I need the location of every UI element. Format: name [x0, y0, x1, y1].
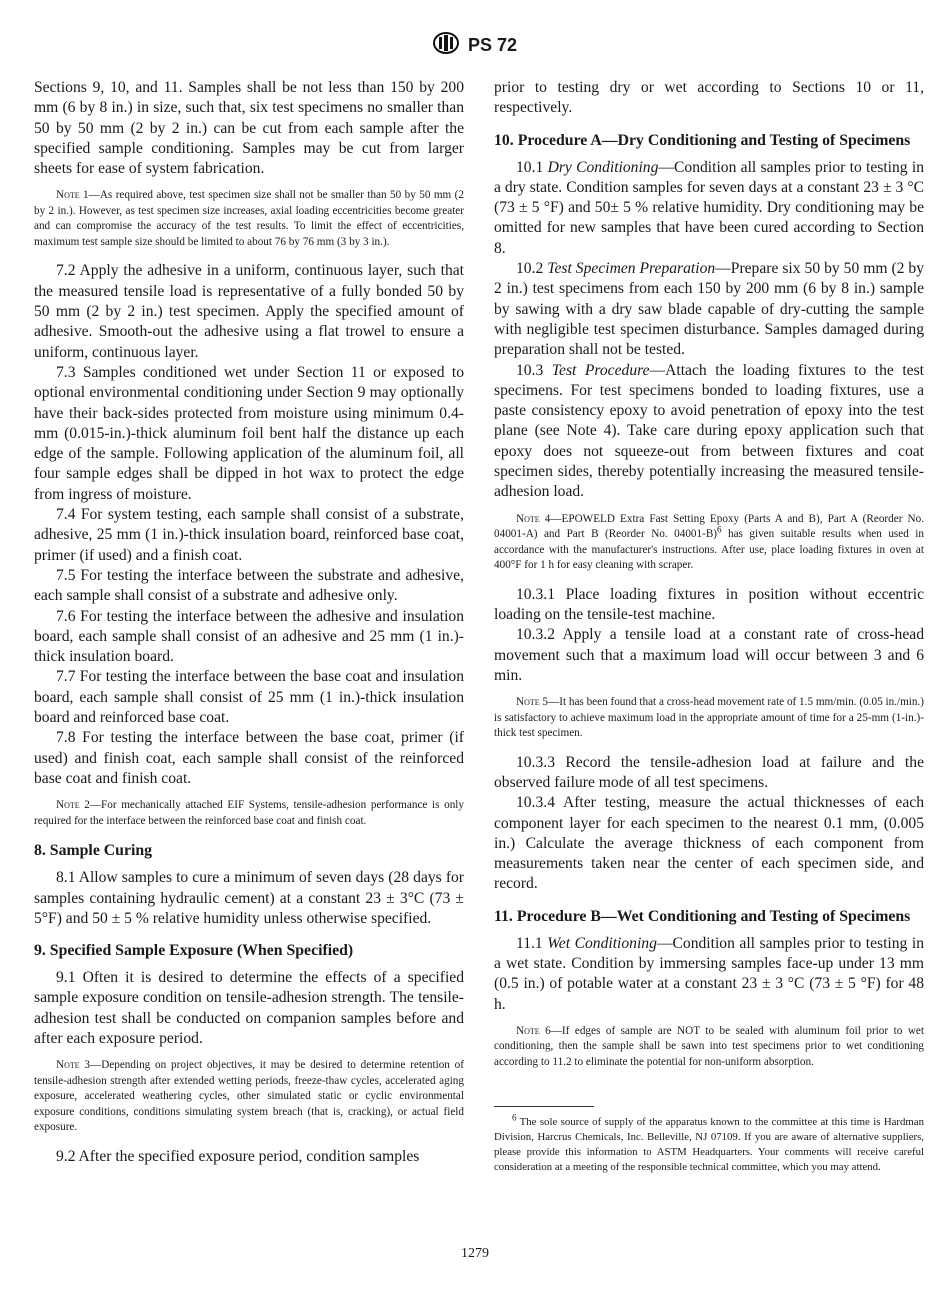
paragraph-7-4: 7.4 For system testing, each sample shall consist of a substrate, adhesive, 25 mm (1 in.)-thick insulation board, reinforced base coat, primer (if used) and a finish coat. — [34, 506, 464, 564]
paragraph-10-3-1: 10.3.1 Place loading fixtures in position without eccentric loading on the tensile-test machine. — [494, 585, 924, 623]
note-text: —If edges of sample are NOT to be sealed with aluminum foil prior to wet conditioning, then the sample shall be sawn into test specimens prior to wet conditioning according to 11.2 to eliminate the potential for non-uniform absorption. — [494, 1024, 924, 1068]
paragraph-10-2 — [494, 259, 924, 360]
paragraph-7-5: 7.5 For testing the interface between the substrate and adhesive, each sample shall consist of a substrate and adhesive only. — [34, 566, 464, 605]
left-column — [34, 78, 464, 1167]
note-5 — [494, 695, 924, 742]
clause-title: Test Specimen Preparation — [547, 260, 716, 278]
note-label: Note 4 — [516, 512, 551, 525]
note-label: Note 5 — [516, 696, 549, 709]
note-text: —Depending on project objectives, it may be desired to determine retention of tensile-adhesion strength after extended wetting periods, freeze-thaw cycles, accelerated aging exposure, accelerated weathering cycles, other simulated static or cyclic environmental exposure conditions, conditions simulating system breach (that is, cracking), or actual field exposure. — [34, 1059, 464, 1134]
paragraph-7-6: 7.6 For testing the interface between the adhesive and insulation board, each sample shall consist of an adhesive and 25 mm (1 in.)-thick insulation board. — [34, 607, 464, 666]
note-text: has given suitable results when used in accordance with the manufacturer's instructions. After use, place loading fixtures in oven at 400°F for 1 h for easy cleaning with scraper. — [494, 528, 924, 572]
page-header — [0, 32, 950, 59]
footnote-marker: 6 — [512, 1112, 517, 1123]
note-1 — [34, 188, 464, 250]
section-heading-9: 9. Specified Sample Exposure (When Specified) — [34, 942, 354, 960]
clause-number: 11.1 — [516, 934, 548, 952]
note-label: Note 3 — [56, 1059, 90, 1072]
clause-text: —Condition all samples prior to testing in a dry state. Condition samples for seven days at a constant 23 ± 3 °C (73 ± 5 °F) and 50± 5 % relative humidity. Dry conditioning may be omitted for new samples that have been cured according to Section 8. — [494, 158, 924, 257]
paragraph-7-8: 7.8 For testing the interface between the base coat, primer (if used) and finish coat, each sample shall consist of the reinforced base coat and finish coat. — [34, 729, 464, 787]
clause-number: 10.3 — [516, 361, 552, 379]
note-label: Note 2 — [56, 799, 90, 812]
paragraph-11-1 — [494, 934, 924, 1015]
clause-title: Wet Conditioning — [547, 934, 657, 952]
note-4 — [494, 512, 924, 574]
footnote-ref: 6 — [717, 524, 722, 535]
section-heading-10: 10. Procedure A—Dry Conditioning and Testing of Specimens — [494, 131, 911, 149]
paragraph-7-2: 7.2 Apply the adhesive in a uniform, continuous layer, such that the measured tensile load is representative of a fully bonded 50 by 50 mm (2 by 2 in.) test specimen. Apply the specified amount of adhesive. Smooth-out the adhesive using a flat trowel to ensure a uniform, continuous layer. — [34, 262, 464, 361]
footnote-6 — [494, 1112, 924, 1175]
page-number: 1279 — [461, 1246, 489, 1261]
paragraph-continued: prior to testing dry or wet according to Sections 10 or 11, respectively. — [494, 79, 924, 117]
section-heading-8: 8. Sample Curing — [34, 842, 153, 860]
note-text: —As required above, test specimen size shall not be smaller than 50 by 50 mm (2 by 2 in.). However, as test specimen size increases, axial loading eccentricities become greater and can compromise the accuracy of the test results. To limit the effect of eccentricities, maximum test sample size should be limited to about 76 by 76 mm (3 by 3 in.). — [34, 189, 464, 248]
paragraph-10-1 — [494, 158, 924, 259]
note-text: —For mechanically attached EIF Systems, tensile-adhesion performance is only required for the interface between the reinforced base coat and finish coat. — [34, 799, 464, 827]
clause-title: Test Procedure — [551, 361, 650, 379]
paragraph-7-7: 7.7 For testing the interface between the base coat and insulation board, each sample shall consist of 25 mm (1 in.)-thick insulation board and reinforced base coat. — [34, 668, 464, 727]
astm-logo-icon — [433, 32, 459, 59]
paragraph-7-3: 7.3 Samples conditioned wet under Section 11 or exposed to optional environmental conditioning under Section 9 may optionally have their back-sides protected from moisture using minimum 0.4-mm (0.015-in.)-thick aluminum foil bent half the distance up each edge of the sample. Following application of the aluminum foil, all four sample edges shall be dipped in hot wax to protect the edge from ingress of moisture. — [34, 363, 464, 503]
note-text: —EPOWELD Extra Fast Setting Epoxy (Parts A and B), Part A (Reorder No. 04001-A) and Part B (Reorder No. 04001-B) — [494, 512, 924, 541]
clause-text: —Condition all samples prior to testing in a wet state. Condition by immersing samples face-up under 13 mm (0.5 in.) of potable water at a constant 23 ± 3 °C (73 ± 5 °F) for 48 h. — [494, 934, 925, 1013]
clause-text: —Attach the loading fixtures to the test specimens. For test specimens bonded to loading fixtures, use a paste consistency epoxy to avoid penetration of epoxy into the test plane (see Note 4). Take care during epoxy application such that epoxy does not squeeze-out from between fixtures and coat specimen sides, thereby potentially increasing the measured tensile-adhesion load. — [494, 361, 925, 501]
clause-number: 10.1 — [516, 158, 548, 176]
note-text: —It has been found that a cross-head movement rate of 1.5 mm/min. (0.05 in./min.) is satisfactory to achieve maximum load in the appropriate amount of time for a 25-mm (1-in.)-thick test specimen. — [494, 696, 924, 740]
section-heading-11: 11. Procedure B—Wet Conditioning and Testing of Specimens — [494, 907, 911, 925]
note-2 — [34, 798, 464, 829]
paragraph-10-3-3: 10.3.3 Record the tensile-adhesion load at failure and the observed failure mode of all test specimens. — [494, 753, 924, 791]
clause-number: 10.2 — [516, 260, 548, 278]
paragraph-10-3-2: 10.3.2 Apply a tensile load at a constant rate of cross-head movement such that a maximum load will occur between 3 and 6 min. — [494, 626, 924, 684]
paragraph-8-1: 8.1 Allow samples to cure a minimum of seven days (28 days for samples containing hydraulic cement) at a constant 23 ± 3°C (73 ± 5°F) and 50 ± 5 % relative humidity unless otherwise specified. — [34, 869, 464, 927]
right-column — [494, 78, 924, 1175]
note-label: Note 1 — [56, 189, 89, 202]
note-6 — [494, 1024, 924, 1071]
paragraph-10-3-4: 10.3.4 After testing, measure the actual thicknesses of each component layer for each specimen to the nearest 0.1 mm, (0.005 in.) Calculate the average thickness of each component from measurements taken near the center of each specimen side, and record. — [494, 794, 924, 893]
paragraph-9-1: 9.1 Often it is desired to determine the effects of a specified sample exposure condition on tensile-adhesion strength. The tensile-adhesion test shall be conducted on companion samples before and after each exposure period. — [34, 969, 464, 1047]
clause-text: —Prepare six 50 by 50 mm (2 by 2 in.) test specimens from each 150 by 200 mm (6 by 8 in.) sample by sawing with a dry saw blade capable of dry-cutting the sample with negligible test specimen disturbance. Samples damaged during preparation shall not be tested. — [494, 260, 924, 359]
clause-title: Dry Conditioning — [547, 158, 659, 176]
paragraph-9-2: 9.2 After the specified exposure period, condition samples — [56, 1147, 420, 1165]
paragraph-intro: Sections 9, 10, and 11. Samples shall be not less than 150 by 200 mm (6 by 8 in.) in size, such that, six test specimens no smaller than 50 by 50 mm (2 by 2 in.) can be cut from each sample after the specified sample conditioning. Samples may be cut from larger sheets for ease of system fabrication. — [34, 79, 464, 178]
note-3 — [34, 1058, 464, 1136]
note-label: Note 6 — [516, 1024, 551, 1037]
document-title: PS 72 — [467, 35, 518, 55]
paragraph-10-3 — [494, 361, 924, 503]
footnote-divider — [494, 1106, 594, 1107]
footnote-text: The sole source of supply of the apparatus known to the committee at this time is Hardman Division, Harcrus Chemicals, Inc. Belleville, NJ 07109. If you are aware of alternative suppliers, please provide this information to ASTM Headquarters. Your comments will receive careful consideration at a meeting of the responsible technical committee, which you may attend. — [494, 1116, 924, 1174]
